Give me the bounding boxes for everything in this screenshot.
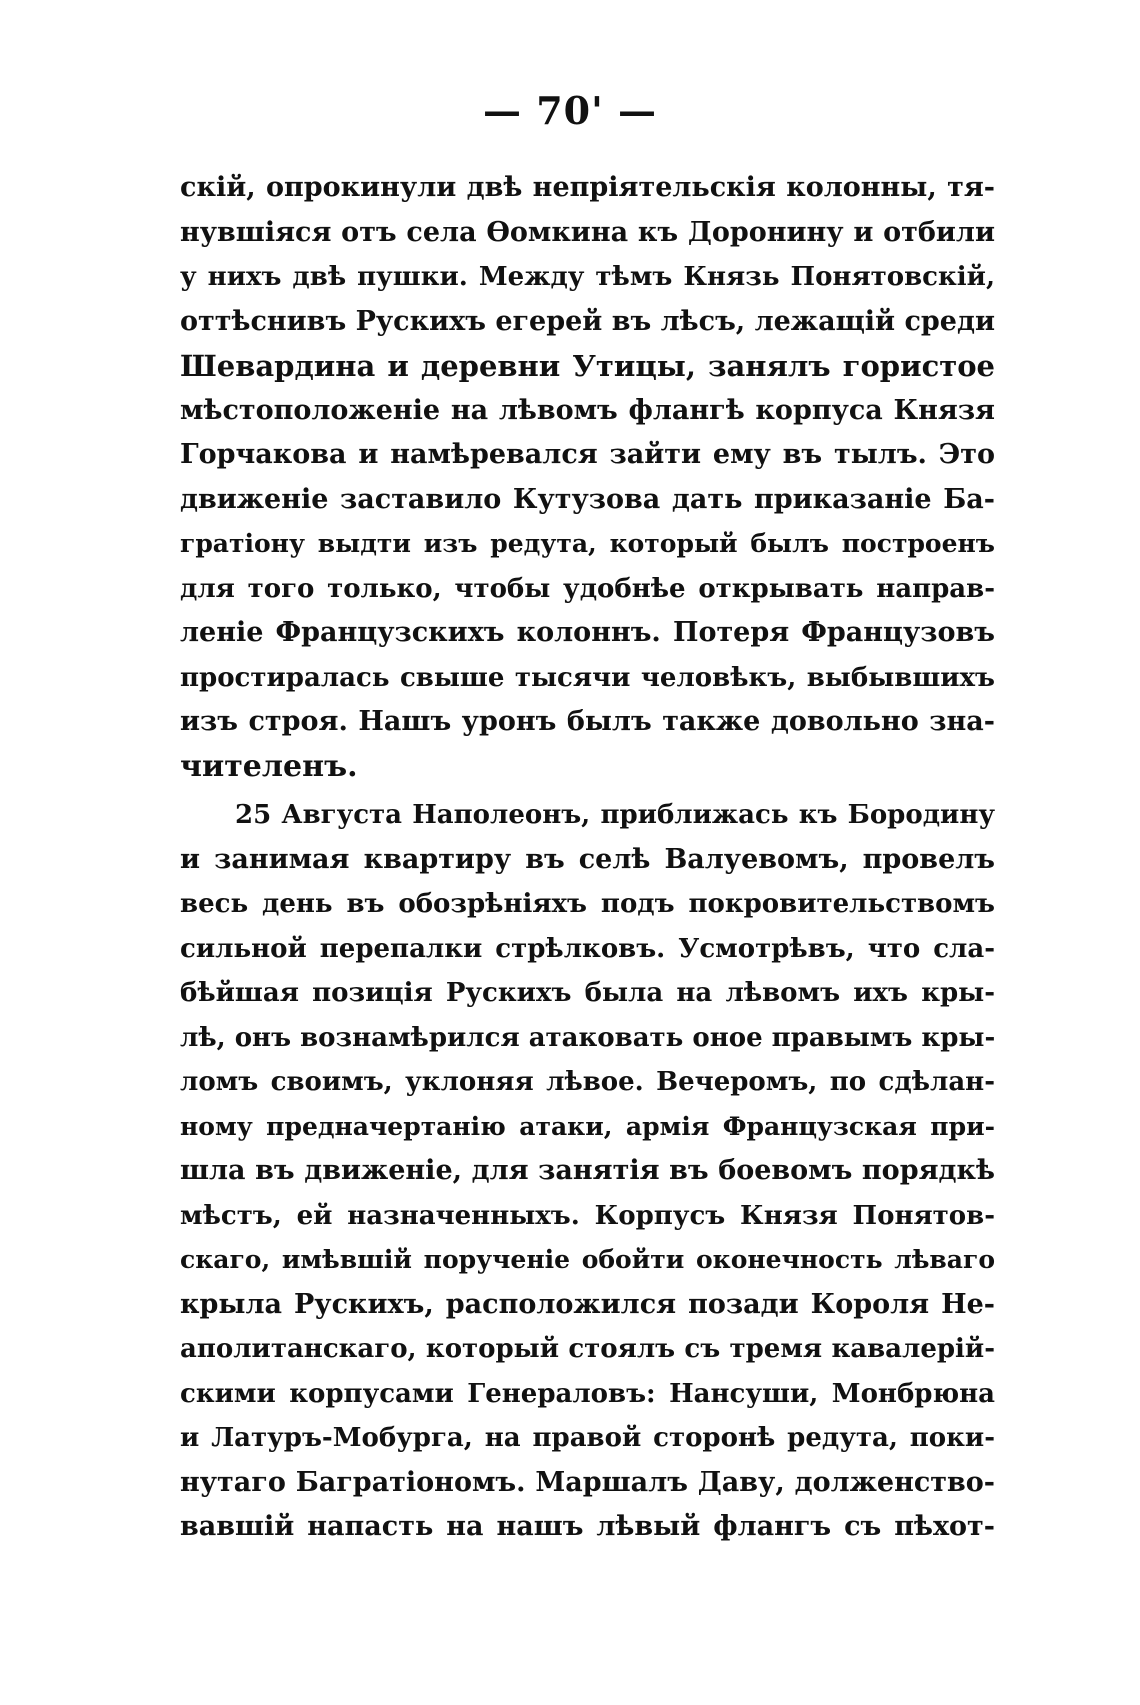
text-line: Горчакова и намѣревался зайти ему въ тылъ. Это	[180, 439, 995, 470]
text-line: аполитанскаго, который стоялъ съ тремя кавалерій-	[180, 1334, 995, 1364]
page-number: — 70' —	[483, 88, 657, 133]
text-line: нувшіяся отъ села Ѳомкина къ Доронину и отбили	[180, 216, 995, 248]
text-line: весь день въ обозрѣніяхъ подъ покровительствомъ	[180, 889, 995, 919]
text-line: бѣйшая позиція Рускихъ была на лѣвомъ ихъ кры-	[180, 978, 995, 1008]
text-line: оттѣснивъ Рускихъ егерей въ лѣсъ, лежащій среди	[180, 305, 995, 337]
text-line: для того только, чтобы удобнѣе открывать направ-	[180, 573, 995, 604]
text-line: простиралась свыше тысячи человѣкъ, выбывшихъ	[180, 662, 995, 693]
text-line: вавшій напасть на нашъ лѣвый флангъ съ пѣхот-	[180, 1511, 995, 1542]
text-line: леніе Французскихъ колоннъ. Потеря Французовъ	[180, 617, 995, 648]
text-line: мѣстоположеніе на лѣвомъ флангѣ корпуса Князя	[180, 394, 995, 426]
text-line: гратіону выдти изъ редута, который былъ построенъ	[180, 529, 995, 558]
text-line: лѣ, онъ вознамѣрился атаковать оное правымъ кры-	[180, 1022, 996, 1053]
text-line: Шевардина и деревни Утицы, занялъ гористое	[180, 349, 995, 383]
text-line: скаго, имѣвшій порученіе обойти оконечность лѣваго	[180, 1245, 995, 1274]
text-line: скій, опрокинули двѣ непріятельскія колонны, тя-	[180, 172, 995, 203]
paragraph-1	[180, 166, 995, 789]
text-line: крыла Рускихъ, расположился позади Короля Не-	[180, 1288, 995, 1320]
text-line: и Латуръ-Мобурга, на правой сторонѣ редута, поки-	[180, 1423, 995, 1453]
text-line: 25 Августа Наполеонъ, приближась къ Бородину	[235, 800, 995, 830]
text-line: мѣстъ, ей назначенныхъ. Корпусъ Князя Понятов-	[180, 1200, 995, 1231]
text-line: и занимая квартиру въ селѣ Валуевомъ, провелъ	[180, 843, 995, 875]
text-line: у нихъ двѣ пушки. Между тѣмъ Князь Понятовскій,	[180, 262, 995, 292]
text-line: ломъ своимъ, уклоняя лѣвое. Вечеромъ, по сдѣлан-	[180, 1067, 995, 1097]
body-text	[180, 166, 995, 1550]
text-line: нутаго Багратіономъ. Маршалъ Даву, долженство-	[180, 1466, 995, 1498]
text-line: ному предначертанію атаки, армія Французская при-	[180, 1111, 995, 1141]
text-line: шла въ движеніе, для занятія въ боевомъ порядкѣ	[180, 1155, 995, 1186]
text-line: чителенъ.	[180, 748, 358, 784]
text-line: движеніе заставило Кутузова дать приказаніе Ба-	[180, 483, 995, 515]
text-line: изъ строя. Нашъ уронъ былъ также довольно зна-	[180, 706, 995, 737]
text-line: сильной перепалки стрѣлковъ. Усмотрѣвъ, что сла-	[180, 933, 995, 964]
paragraph-2	[180, 793, 995, 1550]
text-line: скими корпусами Генераловъ: Нансуши, Монбрюна	[180, 1378, 995, 1409]
